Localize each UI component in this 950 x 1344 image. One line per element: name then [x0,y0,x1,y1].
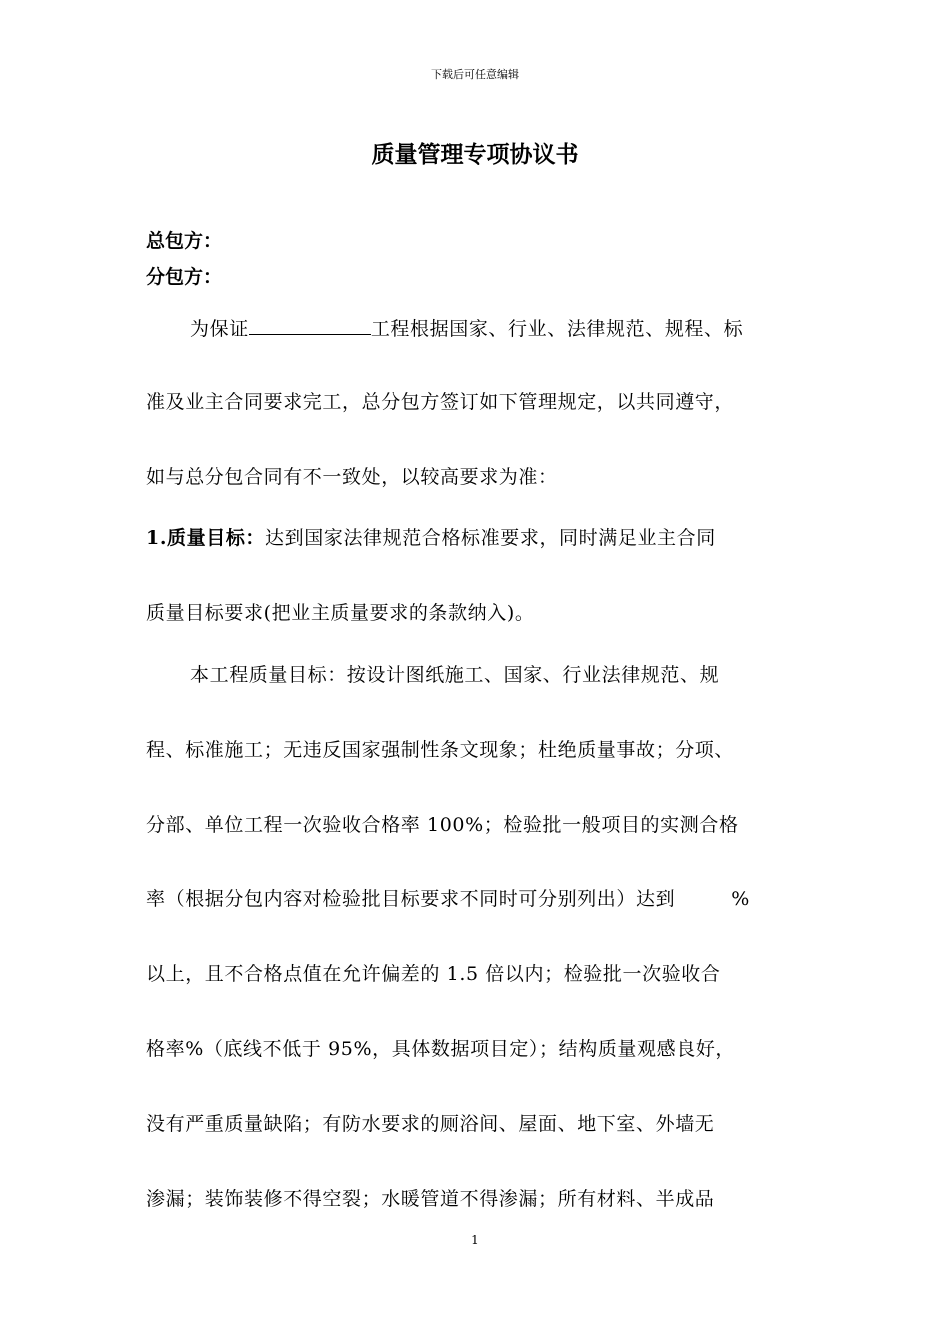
goals-line-4-text: 率（根据分包内容对检验批目标要求不同时可分别列出）达到 [146,888,676,910]
intro-line-2: 准及业主合同要求完工，总分包方签订如下管理规定，以共同遵守， [146,391,735,413]
goals-line-3: 分部、单位工程一次验收合格率 100%；检验批一般项目的实测合格 [146,814,739,836]
subcontractor-label: 分包方： [146,266,223,288]
project-name-blank [249,316,371,335]
section1-line-2: 质量目标要求(把业主质量要求的条款纳入)。 [146,602,535,624]
intro-line-1-text: 工程根据国家、行业、法律规范、规程、标 [370,318,744,340]
section1-label: 1.质量目标： [146,527,266,549]
percent-sign: % [731,888,750,910]
goals-line-4 [146,884,750,911]
page-number: 1 [471,1233,479,1247]
goals-line-7: 没有严重质量缺陷；有防水要求的厕浴间、屋面、地下室、外墙无 [146,1113,715,1135]
intro-line-3: 如与总分包合同有不一致处，以较高要求为准： [146,466,558,488]
general-contractor-label: 总包方： [146,230,223,252]
goals-line-8: 渗漏；装饰装修不得空裂；水暖管道不得渗漏；所有材料、半成品 [146,1188,715,1210]
section1-line-1-text: 达到国家法律规范合格标准要求，同时满足业主合同 [265,527,716,549]
intro-prefix: 为保证 [190,318,249,340]
goals-line-2: 程、标准施工；无违反国家强制性条文现象；杜绝质量事故；分项、 [146,739,735,761]
page-header: 下载后可任意编辑 [431,68,519,81]
goals-line-6: 格率%（底线不低于 95%，具体数据项目定）；结构质量观感良好， [146,1038,736,1060]
goals-line-1: 本工程质量目标：按设计图纸施工、国家、行业法律规范、规 [190,664,720,686]
section1-line-1 [146,523,716,550]
intro-line-1 [190,314,743,341]
goals-line-5: 以上，且不合格点值在允许偏差的 1.5 倍以内；检验批一次验收合 [146,963,721,985]
document-title: 质量管理专项协议书 [371,141,579,168]
